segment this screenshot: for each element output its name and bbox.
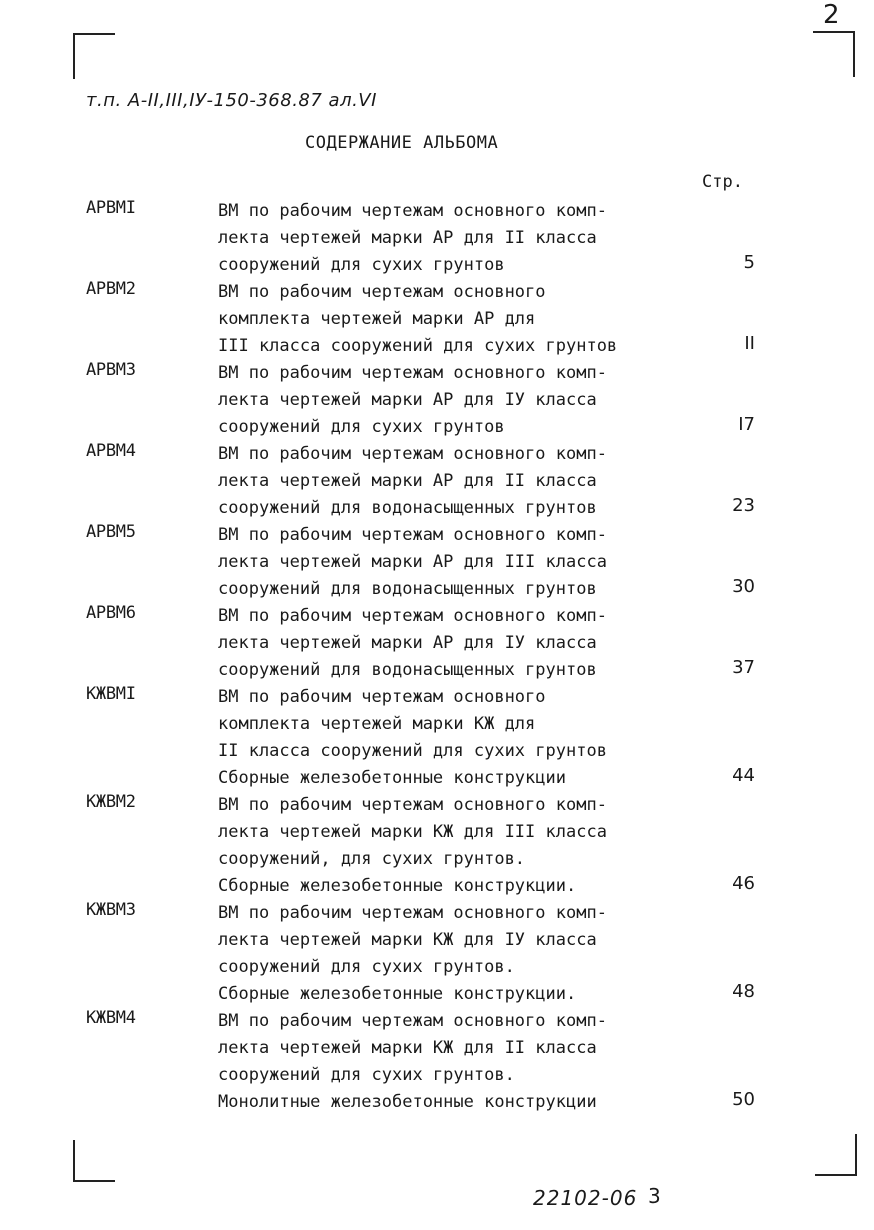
toc-entry-line: ВМ по рабочим чертежам основного комп- xyxy=(218,444,607,464)
toc-entry-code: АРВМ4 xyxy=(86,441,136,461)
toc-entry-line: ВМ по рабочим чертежам основного комп- xyxy=(218,795,607,815)
toc-entry-code: АРВМ6 xyxy=(86,603,136,623)
toc-entry-code: АРВМ2 xyxy=(86,279,136,299)
toc-entry-line: III класса сооружений для сухих грунтов xyxy=(218,336,618,356)
toc-entry-line: Сборные железобетонные конструкции. xyxy=(218,984,577,1004)
toc-entry-line: лекта чертежей марки АР для IУ класса xyxy=(218,633,597,653)
toc-entry-line: ВМ по рабочим чертежам основного комп- xyxy=(218,1011,607,1031)
toc-entry-line: сооружений для сухих грунтов. xyxy=(218,1065,515,1085)
toc-entry-page: 44 xyxy=(732,765,755,786)
corner-mark-top-right xyxy=(813,31,855,77)
toc-entry-page: I7 xyxy=(738,414,755,435)
toc-entry-code: АРВМI xyxy=(86,198,136,218)
toc-entry-line: лекта чертежей марки АР для IУ класса xyxy=(218,390,597,410)
toc-entry-line: лекта чертежей марки КЖ для IУ класса xyxy=(218,930,597,950)
corner-mark-bottom-right xyxy=(815,1134,857,1176)
toc-entry-line: лекта чертежей марки КЖ для III класса xyxy=(218,822,607,842)
toc-entry-page: 23 xyxy=(732,495,755,516)
toc-entry-description xyxy=(218,198,607,279)
page-title: СОДЕРЖАНИЕ АЛЬБОМА xyxy=(305,133,499,153)
page-column-header: Стр. xyxy=(702,172,743,192)
toc-entry-page: 50 xyxy=(732,1089,755,1110)
toc-entry-line: сооружений, для сухих грунтов. xyxy=(218,849,526,869)
toc-entry-line: лекта чертежей марки АР для II класса xyxy=(218,228,597,248)
toc-entry-line: Сборные железобетонные конструкции xyxy=(218,768,566,788)
toc-entry-line: сооружений для сухих грунтов xyxy=(218,255,505,275)
toc-entry-line: ВМ по рабочим чертежам основного комп- xyxy=(218,903,607,923)
toc-entry-page: 37 xyxy=(732,657,755,678)
toc-entry-line: сооружений для сухих грунтов. xyxy=(218,957,515,977)
toc-entry-description xyxy=(218,279,617,360)
toc-entry-code: КЖВМ3 xyxy=(86,900,136,920)
toc-entry-line: лекта чертежей марки АР для III класса xyxy=(218,552,607,572)
toc-entry-page: 48 xyxy=(732,981,755,1002)
toc-entry-description xyxy=(218,900,607,1008)
toc-entry-description xyxy=(218,522,607,603)
toc-entry-line: II класса сооружений для сухих грунтов xyxy=(218,741,607,761)
toc-entry-description xyxy=(218,360,607,441)
toc-entry-page: 30 xyxy=(732,576,755,597)
footer-code: 22102-06 xyxy=(533,1186,638,1210)
toc-entry-line: ВМ по рабочим чертежам основного комп- xyxy=(218,606,607,626)
toc-entry-line: Сборные железобетонные конструкции. xyxy=(218,876,577,896)
toc-entry-line: ВМ по рабочим чертежам основного комп- xyxy=(218,201,607,221)
toc-entry-line: комплекта чертежей марки АР для xyxy=(218,309,536,329)
toc-entry-line: комплекта чертежей марки КЖ для xyxy=(218,714,536,734)
toc-entry-code: АРВМ5 xyxy=(86,522,136,542)
toc-entry-page: 46 xyxy=(732,873,755,894)
toc-entry-description xyxy=(218,792,607,900)
corner-mark-top-left xyxy=(73,33,115,79)
toc-entry-line: ВМ по рабочим чертежам основного комп- xyxy=(218,363,607,383)
toc-entry-description xyxy=(218,441,607,522)
toc-entry-line: ВМ по рабочим чертежам основного xyxy=(218,282,546,302)
toc-entry-code: АРВМ3 xyxy=(86,360,136,380)
toc-entry-line: ВМ по рабочим чертежам основного комп- xyxy=(218,525,607,545)
toc-entry-code: КЖВМI xyxy=(86,684,136,704)
toc-entry-line: сооружений для сухих грунтов xyxy=(218,417,505,437)
toc-entry-code: КЖВМ4 xyxy=(86,1008,136,1028)
toc-entry-line: ВМ по рабочим чертежам основного xyxy=(218,687,546,707)
corner-mark-bottom-left xyxy=(73,1140,115,1182)
toc-entry-line: лекта чертежей марки КЖ для II класса xyxy=(218,1038,597,1058)
toc-entry-line: лекта чертежей марки АР для II класса xyxy=(218,471,597,491)
toc-entry-description xyxy=(218,603,607,684)
document-code: т.п. А-II,III,IУ-150-368.87 ал.VI xyxy=(86,90,377,111)
toc-entry-code: КЖВМ2 xyxy=(86,792,136,812)
toc-entry-line: сооружений для водонасыщенных грунтов xyxy=(218,498,597,518)
toc-entry-page: II xyxy=(744,333,755,354)
toc-entry-line: сооружений для водонасыщенных грунтов xyxy=(218,579,597,599)
toc-entry-description xyxy=(218,1008,607,1116)
toc-entry-description xyxy=(218,684,607,792)
footer-number: 3 xyxy=(648,1184,661,1208)
toc-entry-line: Монолитные железобетонные конструкции xyxy=(218,1092,597,1112)
sheet-number: 2 xyxy=(823,0,840,30)
toc-entry-page: 5 xyxy=(743,252,755,273)
toc-entry-line: сооружений для водонасыщенных грунтов xyxy=(218,660,597,680)
